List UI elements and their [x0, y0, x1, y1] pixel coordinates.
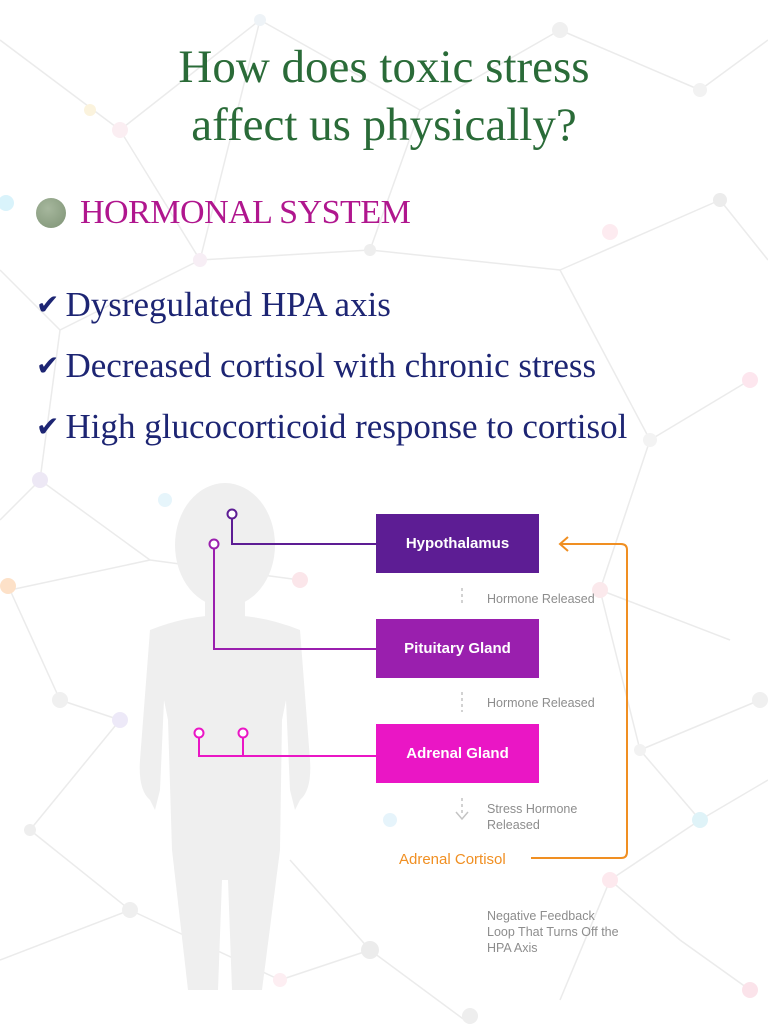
adrenal-cortisol-label: Adrenal Cortisol: [399, 851, 506, 868]
pituitary-gland-box: Pituitary Gland: [376, 619, 539, 678]
checkmark-icon: ✔: [36, 410, 60, 443]
list-item: [36, 335, 627, 396]
point-text: Decreased cortisol with chronic stress: [65, 345, 597, 385]
stress-hormone-note: [487, 801, 607, 833]
stress-note-line-1: Stress Hormone: [487, 802, 578, 816]
section-label: HORMONAL SYSTEM: [80, 194, 411, 231]
list-item: [36, 396, 627, 457]
hypothalamus-box: Hypothalamus: [376, 514, 539, 573]
negative-feedback-note: [487, 908, 647, 956]
adrenal-marker-right-icon: [239, 729, 248, 738]
feedback-note-line-2: Loop That Turns Off the: [487, 925, 619, 939]
pituitary-connector: [214, 549, 376, 649]
flow-arrow-icon: [456, 812, 468, 819]
adrenal-marker-left-icon: [195, 729, 204, 738]
page-title: [0, 38, 768, 154]
feedback-note-line-1: Negative Feedback: [487, 909, 595, 923]
title-line-1: How does toxic stress: [178, 41, 590, 93]
hpa-axis-diagram: [140, 490, 700, 1010]
bullet-dot-icon: [36, 198, 66, 228]
checkmark-icon: ✔: [36, 349, 60, 382]
hormone-released-note-1: Hormone Released: [487, 592, 595, 606]
hypothalamus-connector: [232, 519, 376, 544]
points-list: [36, 274, 627, 457]
hypothalamus-marker-icon: [228, 510, 237, 519]
feedback-note-line-3: HPA Axis: [487, 941, 538, 955]
point-text: High glucocorticoid response to cortisol: [65, 406, 628, 446]
list-item: [36, 274, 627, 335]
stress-note-line-2: Released: [487, 818, 540, 832]
title-line-2: affect us physically?: [191, 99, 577, 151]
point-text: Dysregulated HPA axis: [65, 284, 391, 324]
adrenal-gland-box: Adrenal Gland: [376, 724, 539, 783]
pituitary-marker-icon: [210, 540, 219, 549]
adrenal-connector: [199, 738, 376, 756]
section-heading: [36, 190, 410, 236]
checkmark-icon: ✔: [36, 288, 60, 321]
hormone-released-note-2: Hormone Released: [487, 696, 595, 710]
